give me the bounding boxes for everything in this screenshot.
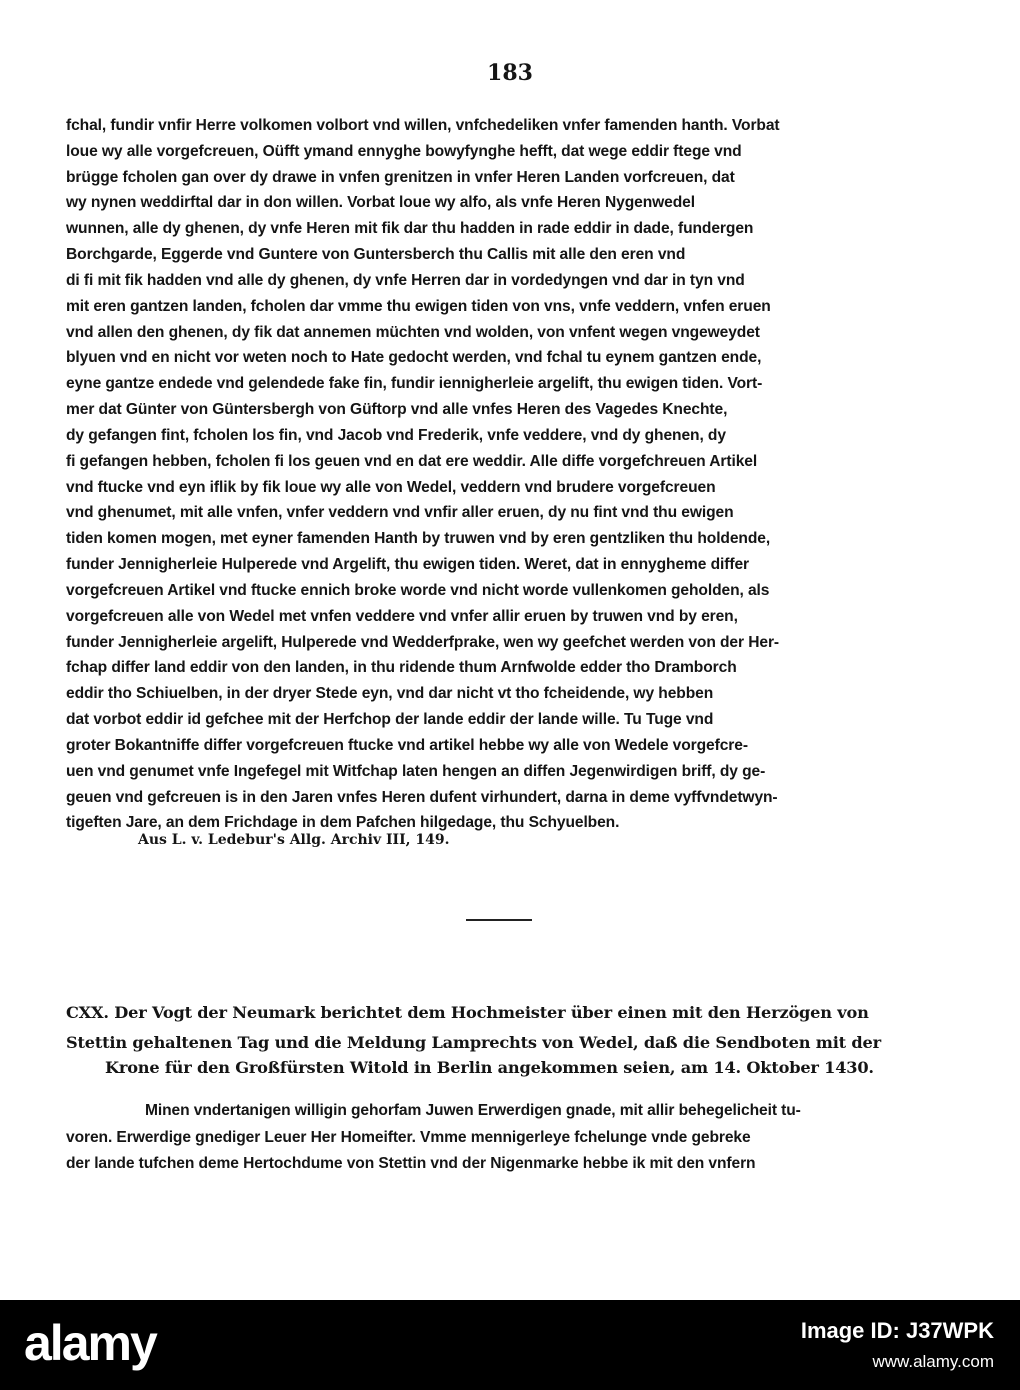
body-line: di fi mit fik hadden vnd alle dy ghenen, dy vnfe Herren dar in vordedyngen vnd dar in tyn vnd	[66, 272, 745, 289]
body-line: tigeften Jare, an dem Frichdage in dem Pafchen hilgedage, thu Schyuelben.	[66, 814, 620, 831]
body-line: eyne gantze endede vnd gelendede fake fin, fundir iennigherleie argelift, thu ewigen tiden. Vort-	[66, 375, 763, 392]
alamy-logo: alamy	[24, 1315, 156, 1371]
section-divider	[466, 919, 532, 921]
body-line: fi gefangen hebben, fcholen fi los geuen vnd en dat ere weddir. Alle diffe vorgefchreuen Artikel	[66, 453, 758, 470]
body-line: eddir tho Schiuelben, in der dryer Stede eyn, vnd dar nicht vt tho fcheidende, wy hebben	[66, 685, 714, 702]
document-heading-line: CXX. Der Vogt der Neumark berichtet dem Hochmeister über einen mit den Herzögen von	[66, 1003, 869, 1022]
body-line: vnd allen den ghenen, dy fik dat annemen müchten vnd wolden, von vnfent wegen vngeweydet	[66, 324, 760, 341]
page-number: 183	[487, 60, 533, 86]
body-line: groter Bokantniffe differ vorgefcreuen ftucke vnd artikel hebbe wy alle von Wedele vorgefcre-	[66, 737, 748, 754]
body-line: wy nynen weddirftal dar in don willen. Vorbat loue wy alfo, als vnfe Heren Nygenwedel	[66, 194, 695, 211]
body-line: vorgefcreuen alle von Wedel met vnfen veddere vnd vnfer allir eruen by truwen vnd by eren,	[66, 608, 738, 625]
body-line: blyuen vnd en nicht vor weten noch to Hate gedocht werden, vnd fchal tu eynem gantzen ende,	[66, 349, 762, 366]
source-citation: Aus L. v. Ledebur's Allg. Archiv III, 149.	[138, 832, 450, 848]
document-heading-line: Krone für den Großfürsten Witold in Berlin angekommen seien, am 14. Oktober 1430.	[105, 1058, 874, 1077]
body-line: fchap differ land eddir von den landen, in thu ridende thum Arnfwolde edder tho Dramborch	[66, 659, 737, 676]
watermark-url: www.alamy.com	[872, 1352, 994, 1371]
body-line: loue wy alle vorgefcreuen, Oüfft ymand ennyghe bowyfynghe hefft, dat wege eddir ftege vnd	[66, 143, 742, 160]
body-line: dat vorbot eddir id gefchee mit der Herfchop der lande eddir der lande wille. Tu Tuge vnd	[66, 711, 714, 728]
body-line: funder Jennigherleie Hulperede vnd Argelift, thu ewigen tiden. Weret, dat in ennygheme differ	[66, 556, 749, 573]
body-line: tiden komen mogen, met eyner famenden Hanth by truwen vnd by eren gentzliken thu holdende,	[66, 530, 771, 547]
image-id: Image ID: J37WPK	[800, 1318, 994, 1343]
body-line: brügge fcholen gan over dy drawe in vnfen grenitzen in vnfer Heren Landen vorfcreuen, dat	[66, 169, 735, 186]
body-line: mit eren gantzen landen, fcholen dar vmme thu ewigen tiden von vns, vnfe veddern, vnfen eruen	[66, 298, 771, 315]
document-heading-line: Stettin gehaltenen Tag und die Meldung Lamprechts von Wedel, daß die Sendboten mit der	[66, 1033, 881, 1052]
letter-line: Minen vndertanigen willigin gehorfam Juwen Erwerdigen gnade, mit allir behegelicheit tu-	[145, 1102, 801, 1119]
body-line: funder Jennigherleie argelift, Hulperede vnd Wedderfprake, wen wy geefchet werden von der Her-	[66, 634, 779, 651]
body-line: fchal, fundir vnfir Herre volkomen volbort vnd willen, vnfchedeliken vnfer famenden hanth. Vorbat	[66, 117, 780, 134]
body-line: mer dat Günter von Güntersbergh von Güftorp vnd alle vnfes Heren des Vagedes Knechte,	[66, 401, 728, 418]
letter-line: voren. Erwerdige gnediger Leuer Her Homeifter. Vmme mennigerleye fchelunge vnde gebreke	[66, 1129, 751, 1146]
body-line: vnd ftucke vnd eyn iflik by fik loue wy alle von Wedel, veddern vnd brudere vorgefcreuen	[66, 479, 716, 496]
letter-line: der lande tufchen deme Hertochdume von Stettin vnd der Nigenmarke hebbe ik mit den vnfern	[66, 1155, 756, 1172]
body-line: vnd ghenumet, mit alle vnfen, vnfer veddern vnd vnfir aller eruen, dy nu fint vnd thu ewigen	[66, 504, 734, 521]
body-line: wunnen, alle dy ghenen, dy vnfe Heren mit fik dar thu hadden in rade eddir in dade, fundergen	[66, 220, 754, 237]
body-line: uen vnd genumet vnfe Ingefegel mit Witfchap laten hengen an diffen Jegenwirdigen briff, dy ge-	[66, 763, 766, 780]
body-line: vorgefcreuen Artikel vnd ftucke ennich broke worde vnd nicht worde vullenkomen geholden, als	[66, 582, 770, 599]
body-line: geuen vnd gefcreuen is in den Jaren vnfes Heren dufent virhundert, darna in deme vyffvndetwyn-	[66, 789, 778, 806]
body-line: Borchgarde, Eggerde vnd Guntere von Guntersberch thu Callis mit alle den eren vnd	[66, 246, 686, 263]
watermark-bar	[0, 1300, 1020, 1390]
body-line: dy gefangen fint, fcholen los fin, vnd Jacob vnd Frederik, vnfe veddere, vnd dy ghenen, dy	[66, 427, 726, 444]
